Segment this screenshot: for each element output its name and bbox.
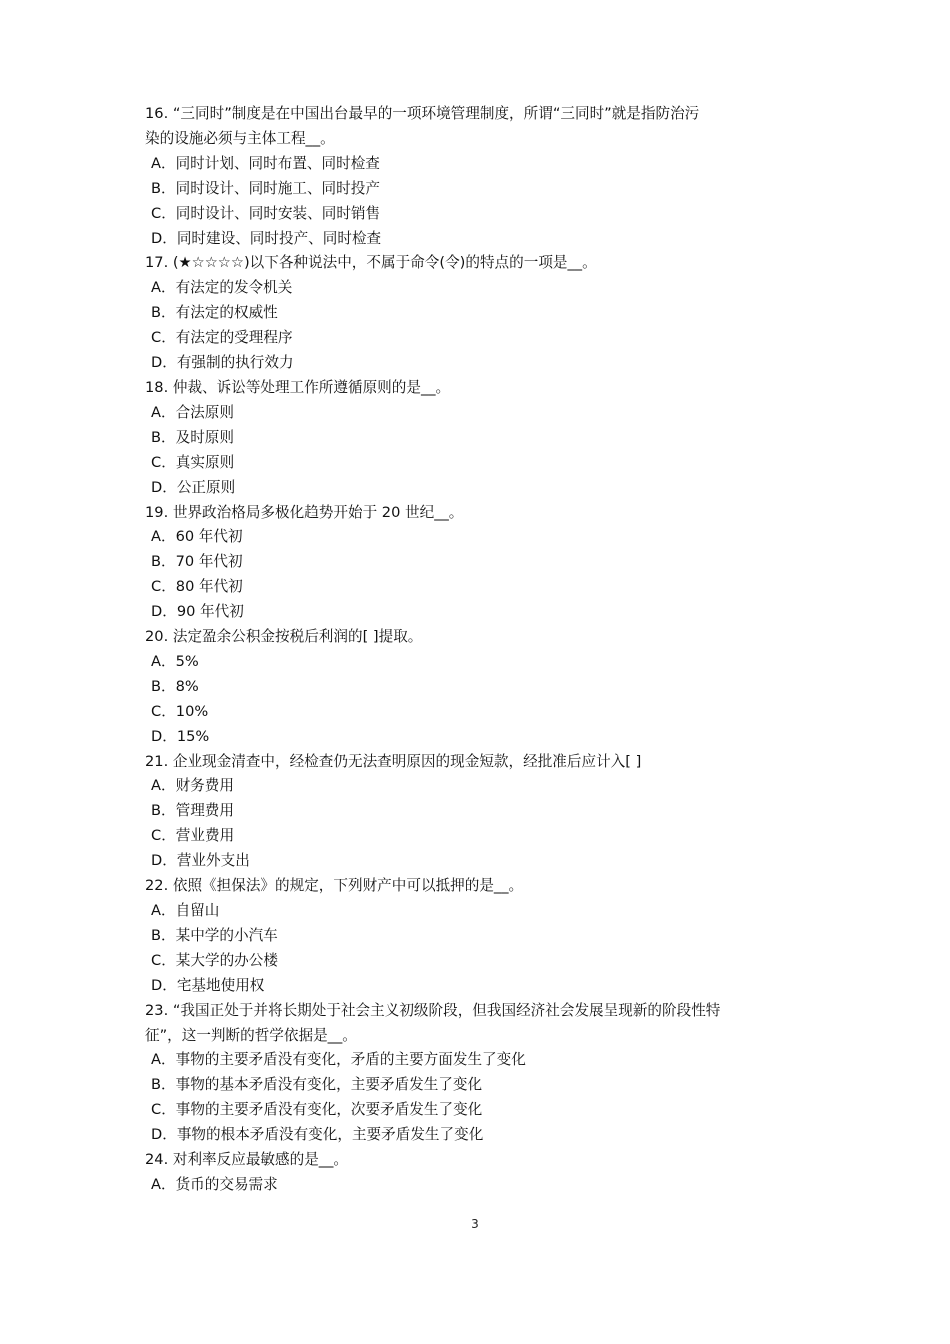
answer-option: A．同时计划、同时布置、同时检查 <box>151 154 380 172</box>
answer-option: A．有法定的发令机关 <box>151 279 293 297</box>
answer-option: C．营业费用 <box>151 827 235 845</box>
answer-option: B．有法定的权威性 <box>151 304 278 322</box>
answer-option: B．及时原则 <box>151 428 234 446</box>
question-block <box>145 750 817 875</box>
question-stem-line: 21. 企业现金清查中，经检查仍无法查明原因的现金短款，经批准后应计入[ ] <box>145 752 642 770</box>
answer-option: B．8% <box>151 677 199 695</box>
answer-option: C．事物的主要矛盾没有变化，次要矛盾发生了变化 <box>151 1101 483 1119</box>
answer-option: D．事物的根本矛盾没有变化，主要矛盾发生了变化 <box>151 1126 484 1144</box>
answer-option: B．同时设计、同时施工、同时投产 <box>151 179 380 197</box>
answer-option: A．货币的交易需求 <box>151 1175 278 1193</box>
answer-option: D．公正原则 <box>151 478 236 496</box>
answer-option: A．60 年代初 <box>151 528 243 546</box>
answer-option: B．70 年代初 <box>151 553 243 571</box>
answer-option: D．有强制的执行效力 <box>151 354 294 372</box>
answer-option: D．15% <box>151 727 210 745</box>
question-stem-line: 19. 世界政治格局多极化趋势开始于 20 世纪__。 <box>145 503 464 521</box>
page-number: 3 <box>471 1217 479 1231</box>
answer-option: D．宅基地使用权 <box>151 976 265 994</box>
answer-option: A．事物的主要矛盾没有变化，矛盾的主要方面发生了变化 <box>151 1051 526 1069</box>
question-block <box>145 102 817 251</box>
answer-option: C．有法定的受理程序 <box>151 329 293 347</box>
answer-option: A．自留山 <box>151 902 220 919</box>
question-block <box>145 1148 817 1198</box>
question-stem-line: 23. “我国正处于并将长期处于社会主义初级阶段，但我国经济社会发展呈现新的阶段性特 <box>145 1001 721 1019</box>
answer-option: B．某中学的小汽车 <box>151 926 278 944</box>
answer-option: B．管理费用 <box>151 802 234 820</box>
question-stem-line: 16. “三同时”制度是在中国出台最早的一项环境管理制度，所谓“三同时”就是指防治污 <box>145 105 700 122</box>
question-block <box>145 251 817 376</box>
answer-option: C．同时设计、同时安装、同时销售 <box>151 204 381 222</box>
answer-option: A．财务费用 <box>151 777 234 795</box>
answer-option: C．某大学的办公楼 <box>151 951 278 969</box>
question-block <box>145 501 817 626</box>
answer-option: D．营业外支出 <box>151 852 250 870</box>
answer-option: B．事物的基本矛盾没有变化，主要矛盾发生了变化 <box>151 1076 483 1094</box>
answer-option: C．真实原则 <box>151 453 235 471</box>
question-stem-line: 22. 依照《担保法》的规定，下列财产中可以抵押的是__。 <box>145 877 524 895</box>
question-stem-line: 24. 对利率反应最敏感的是__。 <box>145 1151 348 1169</box>
answer-option: A．合法原则 <box>151 403 234 421</box>
question-block <box>145 625 817 750</box>
answer-option: C．80 年代初 <box>151 578 243 596</box>
question-block <box>145 376 817 501</box>
answer-option: C．10% <box>151 702 209 720</box>
question-block <box>145 874 817 999</box>
question-stem-line: 染的设施必须与主体工程__。 <box>145 129 335 147</box>
answer-option: D．同时建设、同时投产、同时检查 <box>151 229 382 247</box>
document-body <box>145 102 817 1198</box>
question-stem-line: 18. 仲裁、诉讼等处理工作所遵循原则的是__。 <box>145 378 451 396</box>
question-block <box>145 999 817 1148</box>
answer-option: D．90 年代初 <box>151 603 244 621</box>
question-stem-line: 20. 法定盈余公积金按税后利润的[ ]提取。 <box>145 628 423 646</box>
question-stem-line: 征”，这一判断的哲学依据是__。 <box>145 1026 357 1044</box>
question-stem-line: 17. (★☆☆☆☆)以下各种说法中，不属于命令(令)的特点的一项是__。 <box>145 254 597 272</box>
answer-option: A．5% <box>151 652 199 670</box>
